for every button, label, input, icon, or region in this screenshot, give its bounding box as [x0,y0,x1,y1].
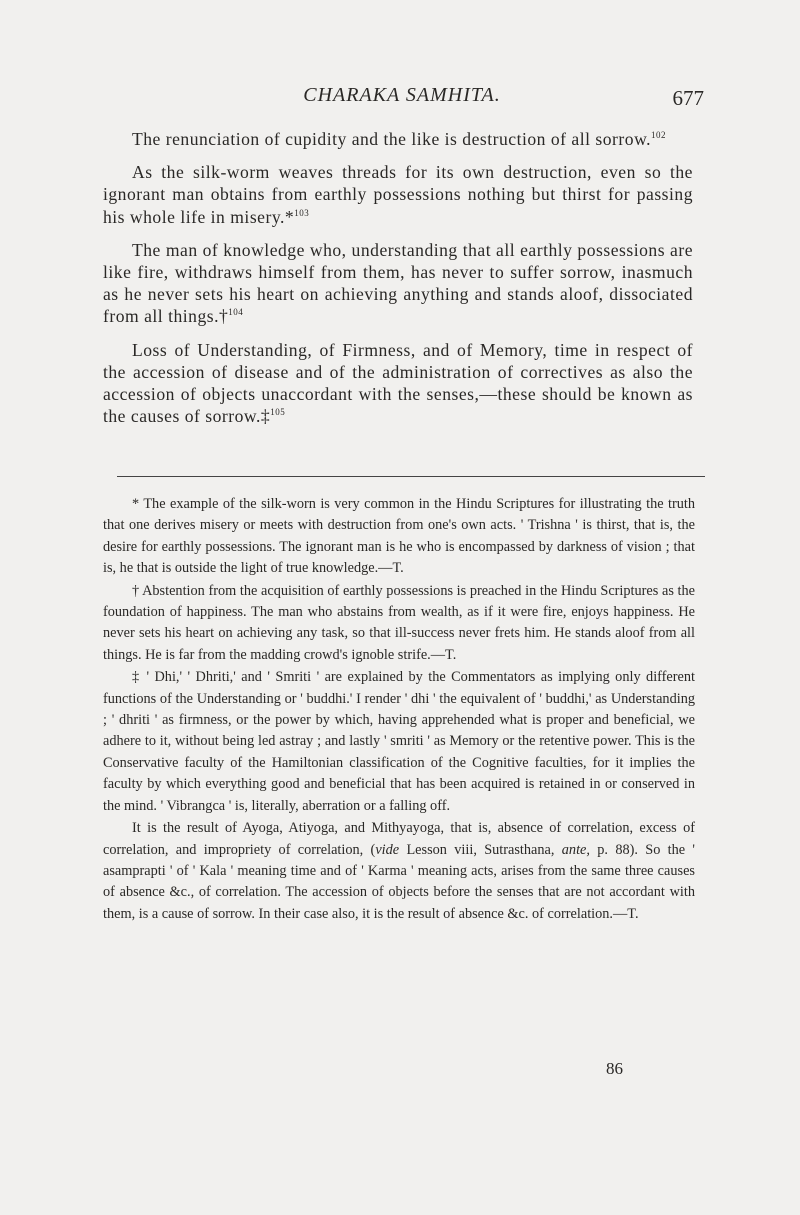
footnotes [103,494,695,926]
footnote-text: Lesson viii, Sutrasthana, [399,841,562,858]
verse-paragraph [103,161,693,228]
signature-mark: 86 [606,1059,623,1078]
footnote-text: p. 88). So the ' asamprapti ' of ' Kala ' meaning time and of ' Karma ' meaning acts, arises from the same three causes of absence &c., of correlation. The accession of objects before the senses that are not accordant with them, is a cause of sorrow. In their case also, it is the result of absence &c. of correlation.—T. [103,841,695,922]
footnote-text: It is the result of Ayoga, Atiyoga, and Mithyayoga, that is, absence of correlation, excess of correlation, and impropriety of correlation, ( [103,820,695,858]
page-number: 677 [672,86,704,110]
verse-text: Loss of Understanding, of Firmness, and of Memory, time in respect of the accession of disease and of the administration of correctives as also the accession of objects unaccordant with the senses,—these should be known as the causes of sorrow.‡ [103,339,693,427]
verse-number: 103 [294,207,310,218]
footnote: † Abstention from the acquisition of earthly possessions is preached in the Hindu Scriptures as the foundation of happiness. The man who abstains from wealth, as if it were fire, enjoys happiness. He never sets his heart on achieving any task, so that ill-success never frets him. He stands aloof from all things. He is far from the madding crowd's ignoble strife.—T. [103,582,695,663]
verse-text: As the silk-worm weaves threads for its own destruction, even so the ignorant man obtains from earthly possessions nothing but thirst for passing his whole life in misery.* [103,162,693,227]
verse-number: 104 [228,307,244,318]
verse-paragraph [103,339,693,428]
verse-paragraph [103,128,693,150]
verse-text: The man of knowledge who, understanding that all earthly possessions are like fire, withdraws himself from them, has never to suffer sorrow, inasmuch as he never sets his heart on achieving anything and stands aloof, dissociated from all things.† [103,239,693,327]
footnote-continuation [103,818,695,925]
verse-number: 102 [651,130,667,140]
footnote-divider [117,476,705,477]
verse-number: 105 [270,407,286,418]
footnote-italic: vide [375,841,400,858]
running-title: CHARAKA SAMHITA. [303,84,501,106]
footnote: ‡ ' Dhi,' ' Dhriti,' and ' Smriti ' are explained by the Commentators as implying only different functions of the Understanding or ' buddhi.' I render ' dhi ' the equivalent of ' buddhi,' as Understanding ; ' dhriti ' as firmness, or the power by which, having apprehended what is proper and beneficial, we adhere to it, without being led astray ; and lastly ' smriti ' as Memory or the retentive power. This is the Conservative faculty of the Hamiltonian classification of the Cognitive faculties, for it implies the faculty by which everything good and beneficial that has been acquired is retained in or conserved in the mind. ' Vibrangca ' is, literally, aberration or a falling off. [103,669,695,814]
main-text [103,128,693,438]
verse-paragraph [103,239,693,328]
footnote: * The example of the silk-worn is very common in the Hindu Scriptures for illustrating the truth that one derives misery or meets with destruction from one's own acts. ' Trishna ' is thirst, that is, the desire for earthly possessions. The ignorant man is he who is encompassed by darkness of vision ; that is, he that is outside the light of true knowledge.—T. [103,496,695,577]
footnote-italic: ante, [561,841,590,858]
verse-text: The renunciation of cupidity and the like is destruction of all sorrow. [132,129,652,149]
running-head [100,84,704,114]
